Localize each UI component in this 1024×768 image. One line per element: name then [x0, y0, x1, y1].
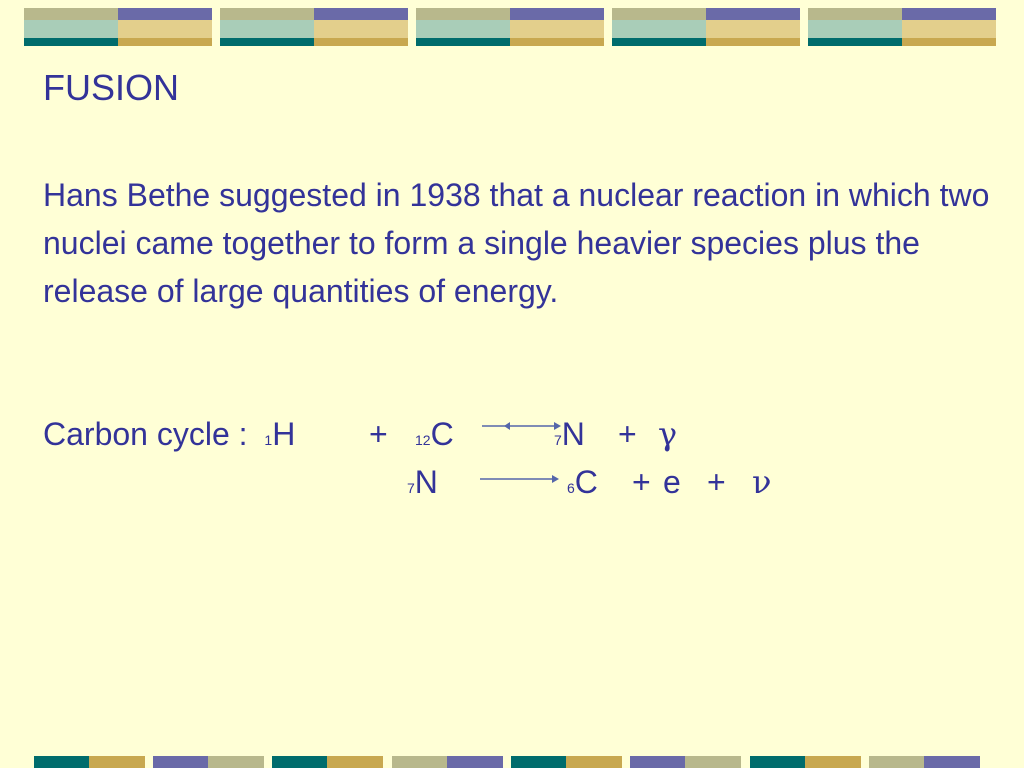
top-band-block-2	[220, 8, 408, 46]
nitrogen-reactant	[407, 462, 438, 508]
reaction2-arrow-icon	[478, 471, 560, 487]
top-band-block-3	[416, 8, 604, 46]
carbon-cycle-reaction-1	[43, 414, 295, 460]
nitrogen-reactant-symbol: N	[414, 464, 438, 500]
nitrogen-product	[554, 414, 585, 460]
reaction1-plus-2: +	[618, 416, 637, 452]
reaction2-plus-1: +	[632, 464, 651, 500]
hydrogen-symbol: H	[272, 416, 296, 452]
top-band-block-5	[808, 8, 996, 46]
slide-title: FUSION	[43, 67, 180, 108]
carbon-cycle-label: Carbon cycle :	[43, 416, 248, 452]
carbon-reactant	[415, 414, 454, 460]
hydrogen-mass-number: 1	[264, 432, 273, 448]
carbon-product-symbol: C	[574, 464, 598, 500]
neutrino-symbol: ν	[752, 463, 772, 501]
nitrogen-symbol: N	[561, 416, 585, 452]
electron-symbol: e	[663, 464, 681, 500]
reaction1-arrow-icon	[480, 418, 562, 434]
reaction1-plus-1: +	[369, 416, 388, 452]
carbon-mass-number: 12	[415, 432, 431, 448]
body-paragraph: Hans Bethe suggested in 1938 that a nuclear reaction in which two nuclei came together to form a single heavier species plus the release of large quantities of energy.	[43, 177, 990, 309]
bottom-decorative-band	[0, 756, 1024, 768]
carbon-product-number: 6	[567, 480, 575, 496]
carbon-symbol: C	[430, 416, 454, 452]
nitrogen-reactant-number: 7	[407, 480, 415, 496]
nitrogen-atomic-number: 7	[554, 432, 562, 448]
top-band-block-4	[612, 8, 800, 46]
gamma-symbol: γ	[658, 415, 678, 453]
top-decorative-band	[0, 0, 1024, 50]
carbon-product	[567, 462, 598, 508]
top-band-block-1	[24, 8, 212, 46]
reaction2-plus-2: +	[707, 464, 726, 500]
